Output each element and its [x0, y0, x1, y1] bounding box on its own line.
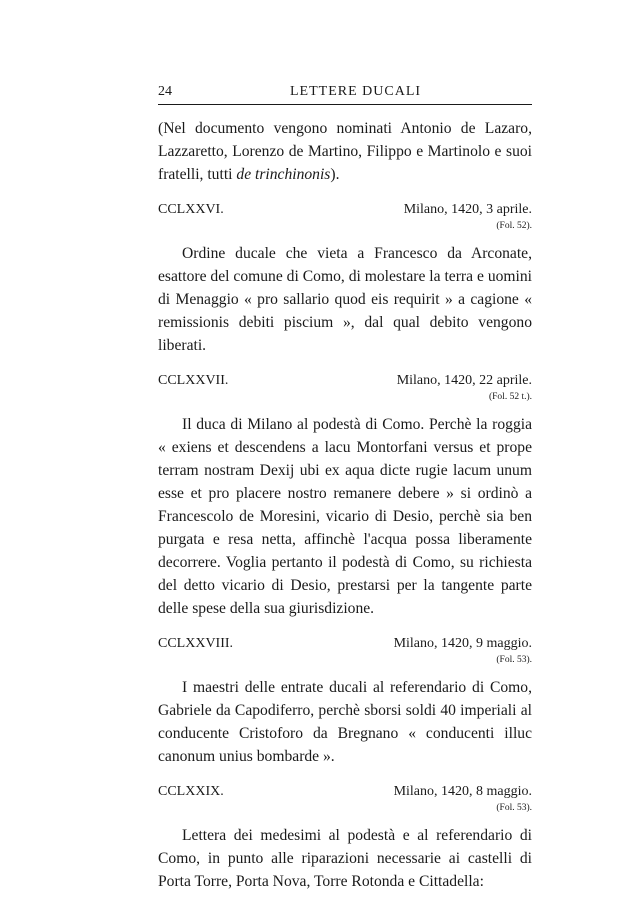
folio-reference: (Fol. 53).	[496, 655, 532, 665]
intro-text-end: ).	[330, 166, 340, 183]
intro-text: (Nel documento vengono nominati Antonio de Lazaro, Lazzaretto, Lorenzo de Martino, Filippo e Martinolo e suoi fratelli, tutti	[158, 120, 532, 183]
intro-italic-text: de trinchinonis	[236, 166, 331, 183]
entry-date: Milano, 1420, 3 aprile.	[403, 202, 532, 217]
entry-date: Milano, 1420, 9 maggio.	[393, 636, 532, 651]
entry-number: CCLXXVII.	[158, 373, 229, 388]
entry-heading	[158, 784, 532, 800]
folio-reference: (Fol. 52 t.).	[488, 392, 532, 402]
entry-number: CCLXXVIII.	[158, 636, 234, 651]
page-number: 24	[158, 84, 172, 99]
entry-number: CCLXXIX.	[158, 784, 224, 799]
running-title: LETTERE DUCALI	[290, 84, 422, 99]
book-page	[158, 84, 532, 893]
entry-heading	[158, 202, 532, 218]
entry-text: I maestri delle entrate ducali al referendario di Como, Gabriele da Capodiferro, perchè sborsi soldi 40 imperiali al conducente Cristoforo da Bregnano « conducenti illuc canonum unius bombarde ».	[158, 679, 532, 765]
entry-number: CCLXXVI.	[158, 202, 224, 217]
entry-text: Il duca di Milano al podestà di Como. Perchè la roggia « exiens et descendens a lacu Montorfani versus et prope terram nostram Dexij ubi ex aqua dicte rugie lacum unum esse et pro placere nostro remanere debere » si ordinò a Francescolo de Moresini, vicario di Desio, perchè sia ben purgata e resa netta, affinchè l'acqua possa liberamente decorrere. Voglia pertanto il podestà di Como, su richiesta del detto vicario di Desio, prestarsi per la tangente parte delle spese della sua giurisdizione.	[158, 416, 532, 617]
page-header	[158, 84, 532, 105]
entry-heading	[158, 373, 532, 389]
entry-date: Milano, 1420, 22 aprile.	[396, 373, 532, 388]
folio-reference: (Fol. 53).	[496, 803, 532, 813]
entry-date: Milano, 1420, 8 maggio.	[393, 784, 532, 799]
entry-277	[158, 373, 532, 620]
entry-text: Ordine ducale che vieta a Francesco da Arconate, esattore del comune di Como, di molestare la terra e uomini di Menaggio « pro sallario quod eis requirit » a cagione « remissionis debiti piscium », dal qual debito vengono liberati.	[158, 245, 532, 354]
entry-279	[158, 784, 532, 893]
entry-278	[158, 636, 532, 768]
entry-276	[158, 202, 532, 357]
entry-text: Lettera dei medesimi al podestà e al referendario di Como, in punto alle riparazioni necessarie ai castelli di Porta Torre, Porta Nova, Torre Rotonda e Cittadella:	[158, 827, 532, 890]
intro-paragraph	[158, 117, 532, 186]
entry-heading	[158, 636, 532, 652]
folio-reference: (Fol. 52).	[496, 221, 532, 231]
